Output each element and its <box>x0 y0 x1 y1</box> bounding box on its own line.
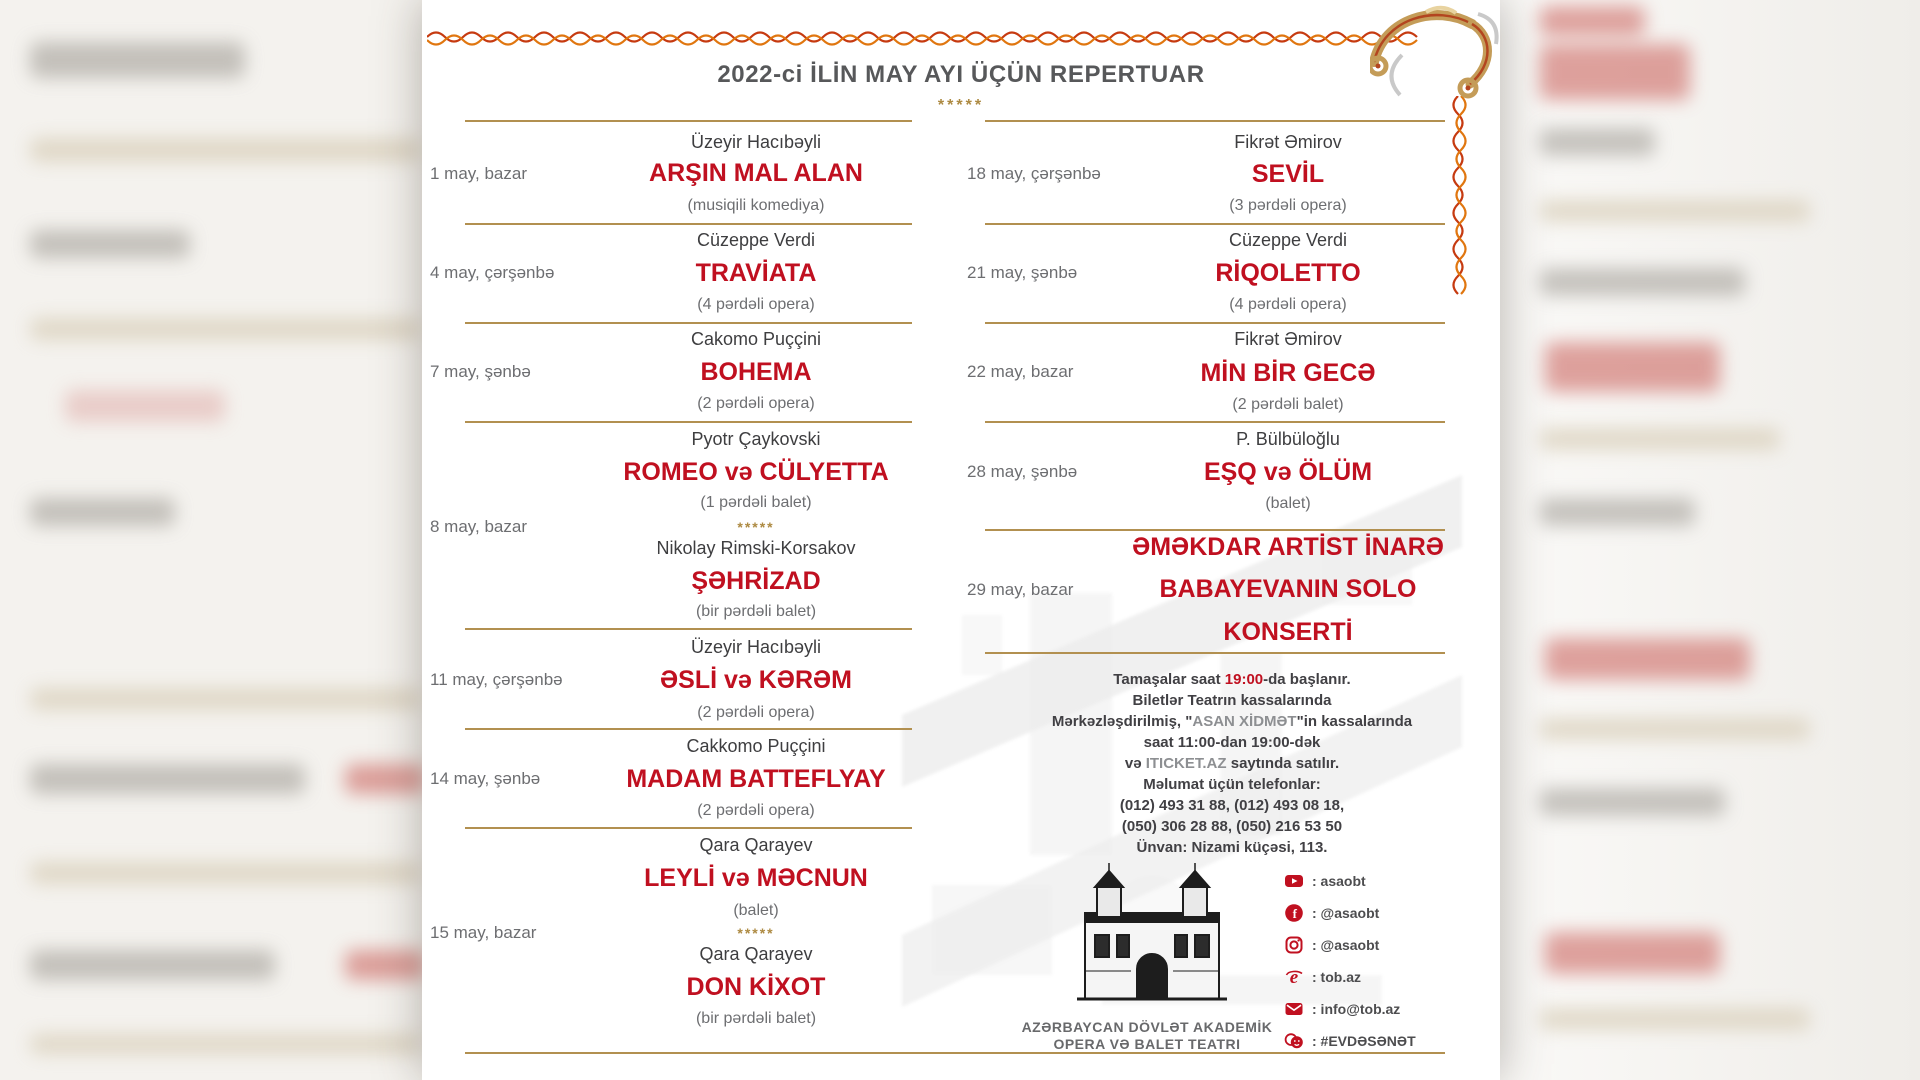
blur-blob <box>30 688 420 710</box>
phone-numbers: (050) 306 28 88, (050) 216 53 50 <box>1121 818 1343 835</box>
solo-concert-line: BABAYEVANIN SOLO <box>1159 575 1417 603</box>
blur-blob <box>1540 498 1695 526</box>
composer-name: Cakomo Puççini <box>690 329 822 349</box>
show-title: MADAM BATTEFLYAY <box>626 765 886 793</box>
date-label: 28 may, şənbə <box>967 462 1078 481</box>
stars-divider: ***** <box>937 97 985 114</box>
composer-name: P. Bülbüloğlu <box>1236 429 1340 449</box>
stars-separator: ***** <box>737 925 775 941</box>
composer-name: Fikrət Əmirov <box>1234 329 1342 349</box>
blur-blob <box>1540 6 1645 36</box>
social-handle: : tob.az <box>1312 969 1361 985</box>
date-label: 11 may, çərşənbə <box>430 670 563 689</box>
organization-name-line1: AZƏRBAYCAN DÖVLƏT AKADEMİK <box>1021 1019 1273 1035</box>
blur-blob <box>30 230 190 258</box>
iticket-label: ITICKET.AZ <box>1145 755 1227 772</box>
date-label: 14 may, şənbə <box>430 769 541 788</box>
show-title: LEYLİ və MƏCNUN <box>644 864 868 892</box>
info-line: Məlumat üçün telefonlar: <box>1143 776 1321 793</box>
composer-name: Üzeyir Hacıbəyli <box>690 637 822 657</box>
blur-blob <box>65 390 225 422</box>
social-row <box>1284 1029 1484 1053</box>
divider-rule <box>465 421 912 423</box>
blur-blob <box>1540 428 1780 450</box>
blur-blob <box>1540 788 1725 816</box>
date-label: 7 may, şənbə <box>430 362 531 381</box>
blur-blob <box>1540 718 1810 740</box>
repertoire-poster <box>422 0 1500 1080</box>
composer-name: Fikrət Əmirov <box>1234 132 1342 152</box>
show-title: MİN BİR GECƏ <box>1200 359 1376 387</box>
blur-blob <box>30 950 275 980</box>
date-label: 22 may, bazar <box>967 362 1074 381</box>
svg-text:e: e <box>1289 967 1299 987</box>
social-row <box>1284 965 1484 989</box>
social-handle: : info@tob.az <box>1312 1001 1401 1017</box>
info-line: və ITICKET.AZ saytında satılır. <box>1124 755 1340 772</box>
social-row <box>1284 869 1484 893</box>
date-label: 1 may, bazar <box>430 164 528 183</box>
blur-blob <box>345 764 422 794</box>
composer-name: Nikolay Rimski-Korsakov <box>656 538 856 558</box>
divider-rule <box>985 529 1445 531</box>
show-note: (2 pərdəli opera) <box>697 395 815 412</box>
show-note: (balet) <box>1265 495 1311 512</box>
show-note: (musiqili komediya) <box>687 197 825 214</box>
solo-concert-line: KONSERTİ <box>1223 618 1353 646</box>
address-line: Ünvan: Nizami küçəsi, 113. <box>1136 839 1328 856</box>
blur-blob <box>30 498 175 526</box>
composer-name: Üzeyir Hacıbəyli <box>690 132 822 152</box>
divider-rule <box>465 322 912 324</box>
composer-name: Qara Qarayev <box>699 944 813 964</box>
blurred-left-panel <box>0 0 422 1080</box>
show-title: ROMEO və CÜLYETTA <box>623 458 889 486</box>
divider-rule <box>465 827 912 829</box>
social-handle: : asaobt <box>1312 873 1366 889</box>
blur-blob <box>1545 932 1720 974</box>
show-title: SEVİL <box>1251 160 1325 188</box>
info-line: saat 11:00-dan 19:00-dək <box>1143 734 1321 751</box>
date-label: 18 may, çərşənbə <box>967 164 1101 183</box>
organization-name <box>992 1019 1302 1053</box>
divider-rule <box>465 628 912 630</box>
divider-rule <box>465 728 912 730</box>
blur-blob <box>1540 268 1745 296</box>
show-note: (3 pərdəli opera) <box>1229 197 1347 214</box>
organization-name-line2: OPERA VƏ BALET TEATRI <box>1053 1036 1241 1052</box>
blur-blob <box>1540 200 1810 222</box>
composer-name: Pyotr Çaykovski <box>691 429 821 449</box>
show-note: (2 pərdəli opera) <box>697 704 815 721</box>
social-list <box>1284 869 1484 1061</box>
divider-rule <box>985 421 1445 423</box>
svg-text:f: f <box>1292 906 1297 921</box>
show-note: (bir pərdəli balet) <box>695 603 817 620</box>
show-title: BOHEMA <box>700 358 812 386</box>
show-title: DON KİXOT <box>686 973 826 1001</box>
show-note: (4 pərdəli opera) <box>697 296 815 313</box>
stars-separator: ***** <box>737 519 775 535</box>
solo-concert-line: ƏMƏKDAR ARTİST İNARƏ <box>1132 533 1444 561</box>
blur-blob <box>30 42 245 78</box>
divider-rule <box>985 322 1445 324</box>
composer-name: Cüzeppe Verdi <box>696 230 816 250</box>
show-title: TRAVİATA <box>695 259 817 287</box>
blur-blob <box>345 950 422 980</box>
social-row <box>1284 933 1484 957</box>
divider-rule <box>985 652 1445 654</box>
blur-blob <box>30 1034 420 1054</box>
ticket-info-block <box>1022 669 1442 858</box>
show-title: ARŞIN MAL ALAN <box>649 159 863 187</box>
youtube-icon <box>1284 871 1304 891</box>
blurred-right-panel <box>1500 0 1920 1080</box>
social-handle: : #EVDƏSƏNƏT <box>1312 1033 1416 1049</box>
instagram-icon <box>1284 935 1304 955</box>
show-note: (2 pərdəli balet) <box>1232 396 1344 413</box>
page-title: 2022-ci İLİN MAY AYI ÜÇÜN REPERTUAR <box>717 61 1205 88</box>
showtime-value: 19:00 <box>1224 671 1264 688</box>
date-label: 21 may, şənbə <box>967 263 1078 282</box>
asan-xidmet-label: ASAN XİDMƏT <box>1192 713 1297 730</box>
social-row <box>1284 901 1484 925</box>
show-title: RİQOLETTO <box>1215 259 1361 287</box>
date-label: 29 may, bazar <box>967 580 1074 599</box>
info-line: Biletlər Teatrın kassalarında <box>1132 692 1332 709</box>
divider-rule <box>985 120 1445 122</box>
social-handle: : @asaobt <box>1312 905 1380 921</box>
date-label: 15 may, bazar <box>430 923 537 942</box>
info-line: Mərkəzləşdirilmiş, "ASAN XİDMƏT"in kassalarında <box>1051 713 1413 730</box>
blur-blob <box>1545 638 1750 680</box>
blur-blob <box>30 138 420 162</box>
blur-blob <box>30 318 420 340</box>
composer-name: Cüzeppe Verdi <box>1228 230 1348 250</box>
info-line: Tamaşalar saat 19:00-da başlanır. <box>1113 671 1351 688</box>
show-note: (1 pərdəli balet) <box>700 494 812 511</box>
blur-blob <box>30 862 420 884</box>
facebook-icon <box>1284 903 1304 923</box>
blur-blob <box>30 764 305 794</box>
blur-blob <box>1540 44 1690 100</box>
blur-blob <box>1545 342 1720 392</box>
date-label: 8 may, bazar <box>430 517 528 536</box>
browser-icon <box>1284 967 1304 987</box>
top-wavy-border <box>427 27 1427 51</box>
social-handle: : @asaobt <box>1312 937 1380 953</box>
composer-name: Cakkomo Puççini <box>686 736 826 756</box>
show-note: (4 pərdəli opera) <box>1229 296 1347 313</box>
blur-blob <box>1540 1008 1810 1030</box>
divider-rule <box>985 223 1445 225</box>
divider-rule <box>465 223 912 225</box>
show-note: (2 pərdəli opera) <box>697 802 815 819</box>
blur-blob <box>1540 128 1655 156</box>
show-title: EŞQ və ÖLÜM <box>1203 458 1373 486</box>
composer-name: Qara Qarayev <box>699 835 813 855</box>
phone-numbers: (012) 493 31 88, (012) 493 08 18, <box>1119 797 1345 814</box>
show-note: (balet) <box>733 902 779 919</box>
social-row <box>1284 997 1484 1021</box>
date-label: 4 may, çərşənbə <box>430 263 555 282</box>
show-note: (bir pərdəli balet) <box>695 1010 817 1027</box>
show-title: ƏSLİ və KƏRƏM <box>660 666 852 694</box>
show-title: ŞƏHRİZAD <box>691 567 821 595</box>
theater-building-drawing <box>1067 853 1237 1015</box>
email-icon <box>1284 999 1304 1019</box>
divider-rule <box>465 120 912 122</box>
